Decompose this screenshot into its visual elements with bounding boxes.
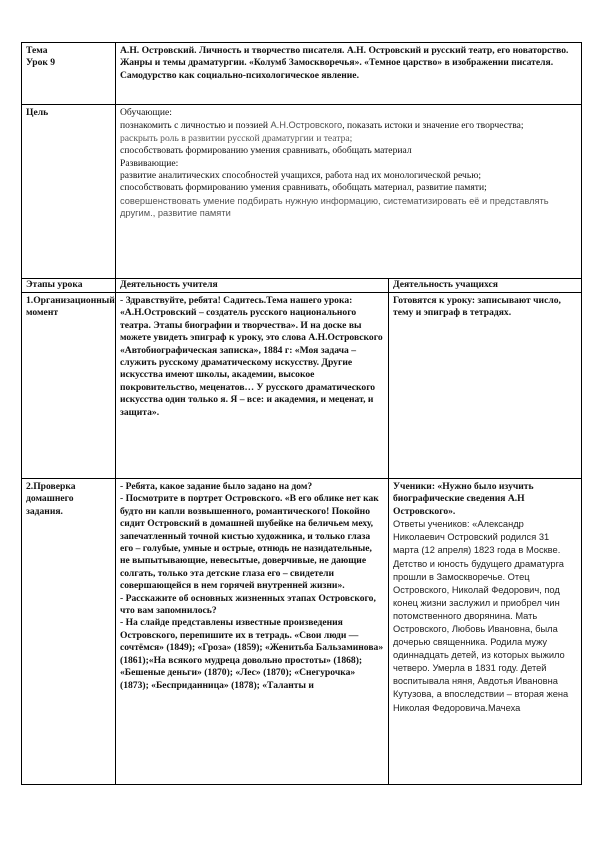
lesson-plan-page <box>21 42 581 785</box>
stage1-students: Готовятся к уроку: записывают число, тему и эпиграф в тетрадях. <box>389 293 582 479</box>
goal-content <box>116 105 582 279</box>
ostrovsky-name: А.Н.Островского <box>270 120 343 131</box>
goal-line-memory: способствовать формированию умения сравнивать, обобщать материал, развитие памяти; <box>120 182 487 194</box>
goal-line-role: раскрыть роль в развитии русской драматургии и театра; <box>120 132 353 144</box>
stage2-teacher <box>116 479 389 785</box>
goal-line-compare: способствовать формированию умения сравнивать, обобщать материал <box>120 145 412 157</box>
stage2-students-answer: Ответы учеников: «Александр Николаевич Островский родился 31 марта (12 апреля) 1823 года в Москве. Детство и юность будущего драматурга прошли в Замоскворечье. Отец Островского, Николай Федорович, под конец жизни заслужил и приобрел чин потомственного дворянина. Мать Островского, Любовь Ивановна, была дочерью священника. Родила мужу одиннадцать детей, из которых выжило четверо. Умерла в 1831 году. Детей воспитывала няня, Авдотья Ивановна Кутузова, а впоследствии – вторая жена Николая Федоровича.Мачеха <box>393 519 569 713</box>
goal-line-developing-heading: Развивающие: <box>120 157 179 169</box>
stage2-teacher-life-stages: - Расскажите об основных жизненных этапах Островского, что вам запомнилось? <box>120 592 376 617</box>
goal-line-acquaint: познакомить с личностью и поэзией А.Н.Островского, показать истоки и значение его творчества; <box>120 120 524 132</box>
goal-line-teaching-heading: Обучающие: <box>120 107 172 118</box>
stage1-teacher: - Здравствуйте, ребята! Садитесь.Тема нашего урока: «А.Н.Островский – создатель русского национального театра. Этапы биографии и творчества». И на доске вы можете увидеть эпиграф к уроку, это слова А.Н.Островского «Автобиографическая записка», 1884 г: «Моя задача – служить русскому драматическому искусству. Другие искусства имеют школы, академии, высокое покровительство, меценатов… У русского драматического искусства один только я. Я – все: и академия, и меценат, и защита». <box>116 293 389 479</box>
stage2-teacher-portrait: - Посмотрите в портрет Островского. «В его облике нет как будто ни капли возвышенного, романтического! Покойно сидит Островский в домашней шубейке на беличьем меху, запечатленный точной кистью художника, и только глаза его – голубые, умные и острые, отнюдь не назидательные, не выпытывающие, невесытые, доверчивые, не дающие солгать, только эта детские глаза его – свидетели совершающейся в нем горячей внутренней жизни». <box>120 493 379 592</box>
stage1-row <box>22 293 582 479</box>
header-stage: Этапы урока <box>22 279 116 293</box>
stage2-students-head: Ученики: «Нужно было изучить биографические сведения А.Н Островского». <box>393 481 534 517</box>
goal-line-systematize: совершенствовать умение подбирать нужную информацию, систематизировать её и представлять другим., развитие памяти <box>120 195 549 219</box>
topic-row <box>22 43 582 105</box>
topic-text: А.Н. Островский. Личность и творчество писателя. А.Н. Островский и русский театр, его новаторство. Жанры и темы драматургии. «Колумб Замоскворечья». «Темное царство» в изображении писателя. Самодурство как социально-психологическое явление. <box>116 43 582 105</box>
stage1-label: 1.Организационный момент <box>22 293 116 479</box>
stage2-label: 2.Проверка домашнего задания. <box>22 479 116 785</box>
topic-label: Тема Урок 9 <box>22 43 116 105</box>
stage2-row <box>22 479 582 785</box>
goal-line-analytic: развитие аналитических способностей учащихся, работа над их монологической речью; <box>120 170 482 182</box>
stage2-teacher-works: - На слайде представлены известные произведения Островского, перепишите их в тетрадь. «Свои люди — сочтёмся» (1849); «Гроза» (1859); «Женитьба Бальзаминова» (1861);«На всякого мудреца довольно простоты» (1868); «Бешеные деньги» (1870); «Лес» (1870); «Снегурочка» (1873); «Бесприданница» (1878); «Таланты и <box>120 617 384 691</box>
stage2-students <box>389 479 582 785</box>
table-header-row <box>22 279 582 293</box>
lesson-plan-table <box>21 42 582 785</box>
goal-label: Цель <box>22 105 116 279</box>
header-students: Деятельность учащихся <box>389 279 582 293</box>
header-teacher: Деятельность учителя <box>116 279 389 293</box>
stage2-teacher-question: - Ребята, какое задание было задано на дом? <box>120 481 313 492</box>
goal-row <box>22 105 582 279</box>
